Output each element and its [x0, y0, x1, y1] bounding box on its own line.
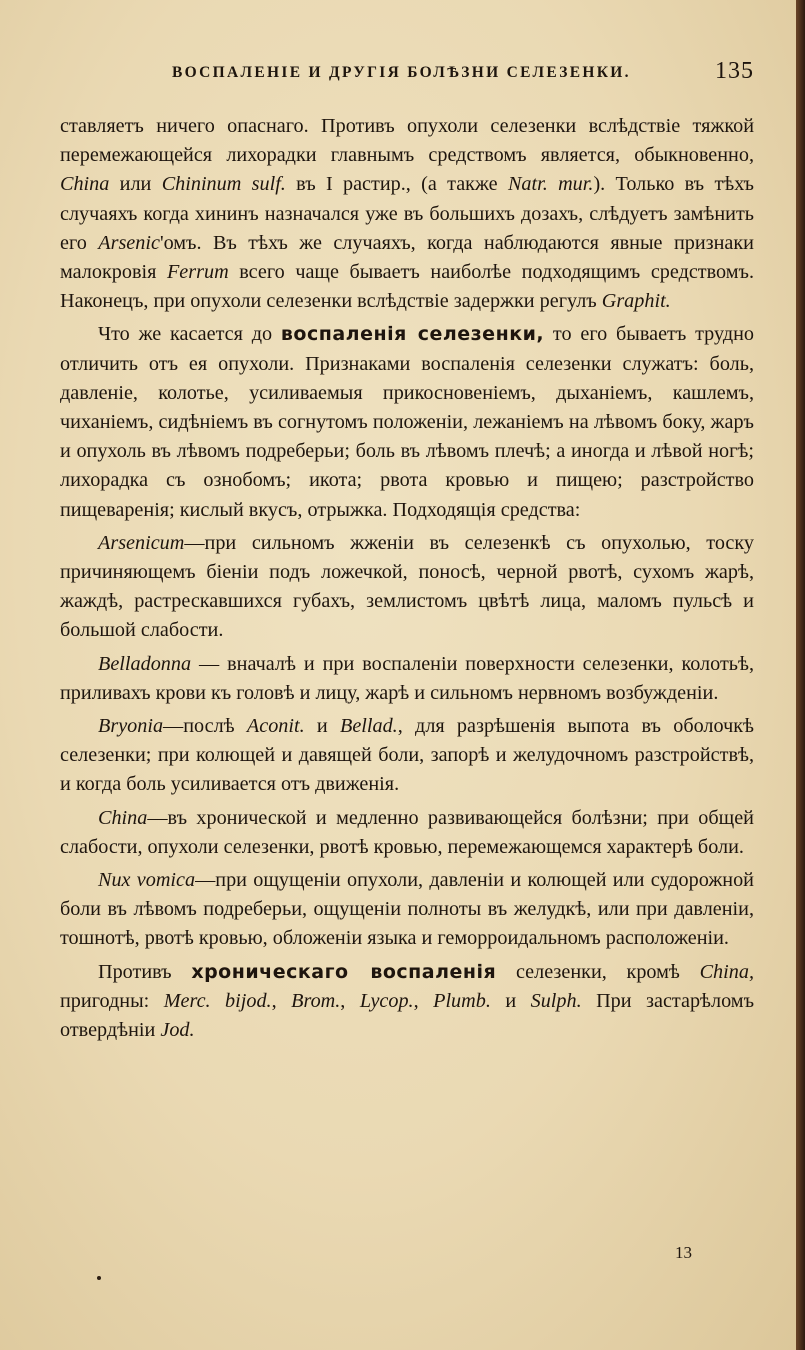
remedy-name: Nux vomica [98, 869, 196, 892]
text-run: то его бываетъ трудно отличить отъ ея опухоли. Признаками воспаленія селезенки служатъ: боль, давленіе, колотье, усиливаемыя прикосновеніемъ, дыханіемъ, кашлемъ, чиханіемъ, сидѣніемъ въ согнутомъ положеніи, лежаніемъ на лѣвомъ боку, жаръ и опухоль въ лѣвомъ подреберьи; боль въ лѣвомъ плечѣ; а иногда и лѣвой ногѣ; лихорадка съ ознобомъ; икота; рвота кровью и пищею; разстройство пищеваренія; кислый вкусъ, отрыжка. Подходящія средства: [60, 323, 754, 521]
remedy-name: Natr. mur. [507, 173, 594, 196]
text-run: ). Только въ тѣхъ случаяхъ когда хининъ назначался уже въ большихъ дозахъ, слѣдуетъ замѣнить его [60, 173, 754, 254]
page-edge [796, 0, 805, 1350]
text-run: и [304, 715, 340, 738]
remedy-name: Plumb. [433, 989, 491, 1012]
text-run: ставляетъ ничего опаснаго. Противъ опухоли селезенки вслѣдствіе тяжкой перемежающейся лихорадки главнымъ средствомъ является, обыкновенно, [60, 115, 754, 167]
paragraph-chronic-inflammation [60, 958, 754, 1046]
signature-mark: 13 [675, 1243, 692, 1262]
text-run: — вначалѣ и при воспаленіи поверхности селезенки, колотьѣ, приливахъ крови къ головѣ и лицу, жарѣ и сильномъ нервномъ возбужденіи. [60, 652, 754, 704]
remedy-name: Brom. [291, 989, 341, 1012]
remedy-name: Bryonia [98, 715, 164, 738]
remedy-name: Graphit. [601, 290, 671, 313]
text-run: , [340, 989, 360, 1012]
text-run: , [413, 989, 434, 1012]
bold-term: хроническаго воспаленія [191, 960, 497, 983]
text-run: —въ хронической и медленно развивающейся болѣзни; при общей слабости, опухоли селезенки, рвотѣ кровью, перемежающемся характерѣ боли. [60, 806, 754, 858]
paragraph-china [60, 804, 754, 862]
text-run: въ I растир., (а также [285, 173, 508, 196]
ink-speck [97, 1276, 101, 1280]
text-run: , для разрѣшенія выпота въ оболочкѣ селезенки; при колющей и давящей боли, запорѣ и желудочномъ разстройствѣ, и когда боль усиливается отъ движенія. [60, 715, 754, 796]
text-run: 'омъ. Въ тѣхъ же случаяхъ, когда наблюдаются явные признаки малокровія [60, 231, 754, 284]
remedy-name: China [98, 806, 148, 829]
text-run: , [271, 989, 292, 1012]
text-run: Что же касается до [98, 323, 281, 346]
remedy-name: Sulph. [530, 989, 582, 1012]
remedy-name: Jod. [160, 1019, 195, 1042]
paragraph-arsenicum [60, 529, 754, 646]
text-run: и [490, 989, 531, 1012]
remedy-name: Merc. bijod. [163, 989, 272, 1012]
remedy-name: Arsenic [98, 231, 160, 254]
text-run: —при ощущеніи опухоли, давленіи и колющей или судорожной боли въ лѣвомъ подреберьи, ощущеніи полноты въ желудкѣ, или при давленіи, тошнотѣ, рвотѣ кровью, обложеніи языка и геморроидальномъ расположеніи. [60, 869, 754, 950]
remedy-name: Ferrum [166, 261, 229, 284]
text-run: селезенки, кромѣ [496, 960, 700, 983]
remedy-name: Arsenicum [98, 531, 185, 554]
remedy-name: Lycop. [359, 989, 414, 1012]
paragraph-spleen-swelling [60, 112, 754, 316]
text-run: —при сильномъ жженіи въ селезенкѣ съ опухолью, тоску причиняющемъ біеніи подъ ложечкой, поносѣ, черной рвотѣ, сухомъ жарѣ, жаждѣ, растрескавшихся губахъ, землистомъ цвѣтѣ лица, маломъ пульсѣ и большой слабости. [60, 531, 754, 642]
text-run: При застарѣломъ отвердѣніи [60, 989, 755, 1042]
running-title: ВОСПАЛЕНІЕ И ДРУГІЯ БОЛѢЗНИ СЕЛЕЗЕНКИ. [172, 64, 631, 81]
text-run: всего чаще бываетъ наиболѣе подходящимъ средствомъ. Наконецъ, при опухоли селезенки вслѣдствіе задержки регулъ [60, 261, 754, 313]
page-header [60, 58, 754, 94]
page-number: 135 [715, 58, 754, 84]
remedy-name: Bellad. [339, 715, 398, 738]
remedy-name: China [60, 173, 110, 196]
bold-term: воспаленія селезенки, [280, 323, 545, 346]
remedy-name: China, [699, 960, 754, 983]
remedy-name: Chininum sulf. [161, 173, 286, 196]
paragraph-bryonia [60, 712, 754, 800]
remedy-name: Belladonna [98, 652, 192, 675]
remedy-name: Aconit. [246, 715, 305, 738]
paragraph-spleen-inflammation [60, 320, 754, 524]
text-run: —послѣ [163, 715, 247, 738]
paragraph-belladonna [60, 650, 754, 708]
text-run: пригодны: [60, 989, 164, 1012]
paragraph-nux-vomica [60, 866, 754, 954]
text-run: Противъ [98, 960, 192, 983]
text-run: или [109, 173, 162, 196]
